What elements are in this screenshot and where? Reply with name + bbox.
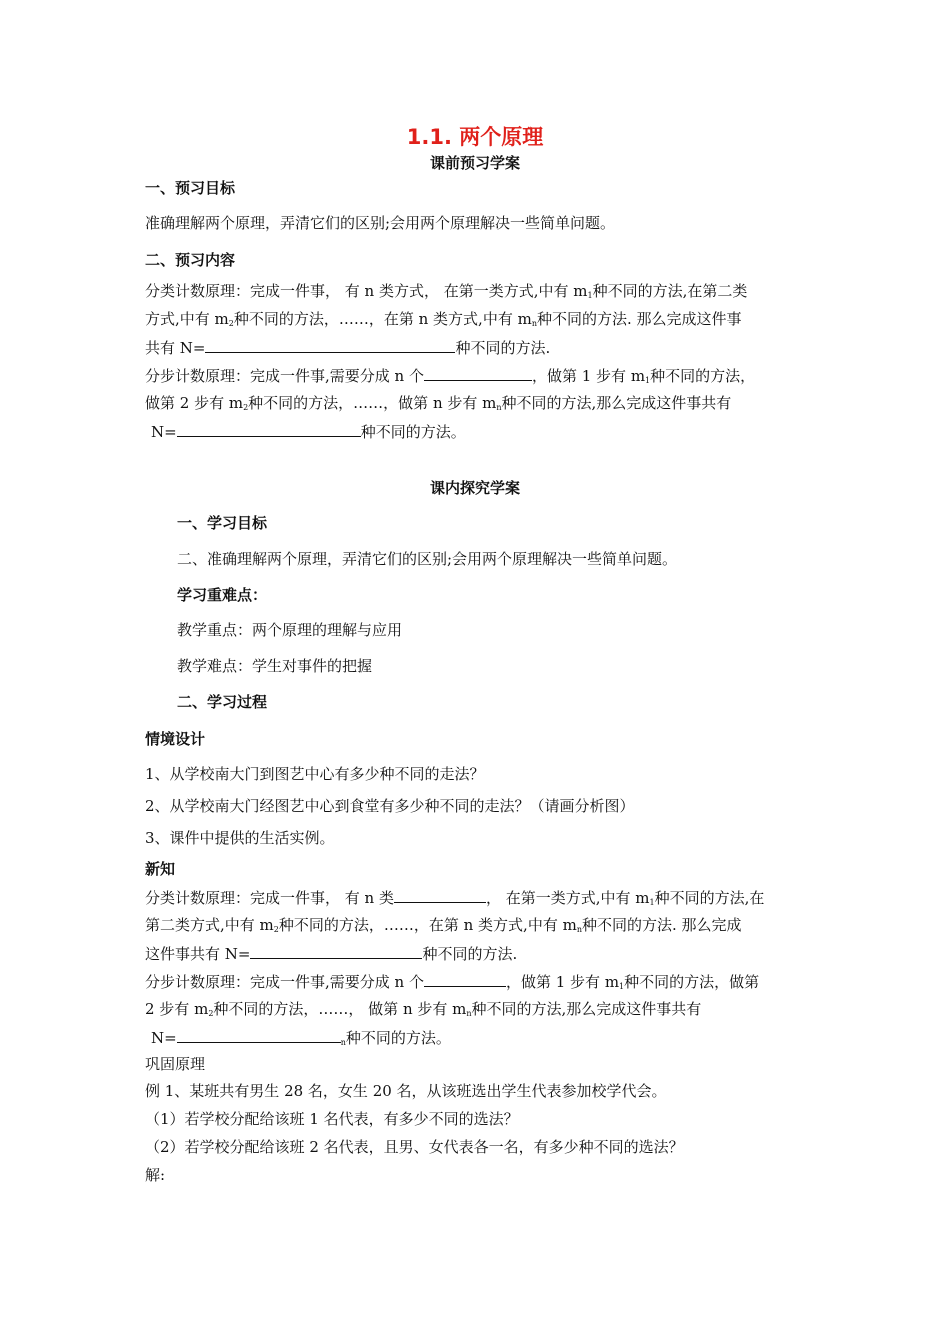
addition-principle-line-2: 方式,中有 $m_2$种不同的方法，……，在第 n 类方式,中有 $m_n$种不同的方法. 那么完成这件事	[145, 310, 742, 328]
heading-scenario: 情境设计	[145, 730, 206, 748]
new-addition-principle-line-1: 分类计数原理：完成一件事， 有 n 类 ， 在第一类方式,中有 $m_1$种不同的方法,在	[145, 889, 765, 907]
answer-blank	[205, 337, 455, 353]
teaching-key-point: 教学重点：两个原理的理解与应用	[177, 621, 403, 639]
example-1-question-1: （1）若学校分配给该班 1 名代表，有多少不同的选法？	[145, 1110, 519, 1128]
example-1-question-2: （2）若学校分配给该班 2 名代表，且男、女代表各一名，有多少种不同的选法？	[145, 1138, 684, 1156]
addition-principle-line-1: 分类计数原理：完成一件事， 有 n 类方式， 在第一类方式,中有 $m_1$种不同的方法,在第二类	[145, 282, 748, 300]
section-pre-title: 课前预习学案	[429, 154, 520, 172]
answer-blank	[424, 365, 532, 381]
section-in-title: 课内探究学案	[429, 479, 520, 497]
heading-preview-goal: 一、预习目标	[145, 179, 236, 197]
paragraph-preview-goal: 准确理解两个原理，弄清它们的区别;会用两个原理解决一些简单问题。	[145, 214, 616, 232]
teaching-difficult-point: 教学难点：学生对事件的把握	[177, 657, 373, 675]
new-multiplication-principle-line-1: 分步计数原理：完成一件事,需要分成 n 个 ，做第 1 步有 $m_1$种不同的方法，做第	[145, 973, 760, 991]
multiplication-principle-line-1: 分步计数原理：完成一件事,需要分成 n 个 ，做第 1 步有 $m_1$种不同的方法，	[145, 367, 756, 385]
scenario-question-1: 1、从学校南大门到图艺中心有多少种不同的走法？	[145, 765, 485, 783]
heading-new-knowledge: 新知	[145, 860, 176, 878]
answer-blank	[177, 421, 361, 437]
new-multiplication-principle-line-3: N= $_n$种不同的方法。	[151, 1029, 451, 1047]
scenario-question-3: 3、课件中提供的生活实例。	[145, 829, 335, 847]
multiplication-principle-line-3: N= 种不同的方法。	[151, 423, 466, 441]
heading-key-points: 学习重难点：	[177, 586, 268, 604]
new-addition-principle-line-3: 这件事共有 N= 种不同的方法.	[145, 945, 518, 963]
addition-principle-line-3: 共有 N= 种不同的方法.	[145, 339, 551, 357]
new-multiplication-principle-line-2: 2 步有 $m_2$种不同的方法，……， 做第 n 步有 $m_n$种不同的方法,那么完成这件事共有	[145, 1000, 702, 1018]
new-addition-principle-line-2: 第二类方式,中有 $m_2$种不同的方法，……，在第 n 类方式,中有 $m_n$种不同的方法. 那么完成	[145, 916, 742, 934]
heading-consolidate: 巩固原理	[145, 1055, 206, 1073]
paragraph-learning-goal: 二、准确理解两个原理，弄清它们的区别;会用两个原理解决一些简单问题。	[177, 550, 678, 568]
document-title: 1.1. 两个原理	[406, 125, 544, 149]
answer-blank	[394, 887, 486, 903]
answer-label: 解:	[145, 1166, 166, 1184]
scenario-question-2: 2、从学校南大门经图艺中心到食堂有多少种不同的走法？（请画分析图）	[145, 797, 635, 815]
answer-blank	[250, 943, 422, 959]
heading-preview-content: 二、预习内容	[145, 251, 236, 269]
heading-learning-process: 二、学习过程	[177, 693, 268, 711]
example-1: 例 1、某班共有男生 28 名，女生 20 名，从该班选出学生代表参加校学代会。	[145, 1082, 667, 1100]
answer-blank	[177, 1027, 341, 1043]
answer-blank	[424, 971, 506, 987]
multiplication-principle-line-2: 做第 2 步有 $m_2$种不同的方法，……，做第 n 步有 $m_n$种不同的方法,那么完成这件事共有	[145, 394, 732, 412]
heading-learning-goal: 一、学习目标	[177, 514, 268, 532]
